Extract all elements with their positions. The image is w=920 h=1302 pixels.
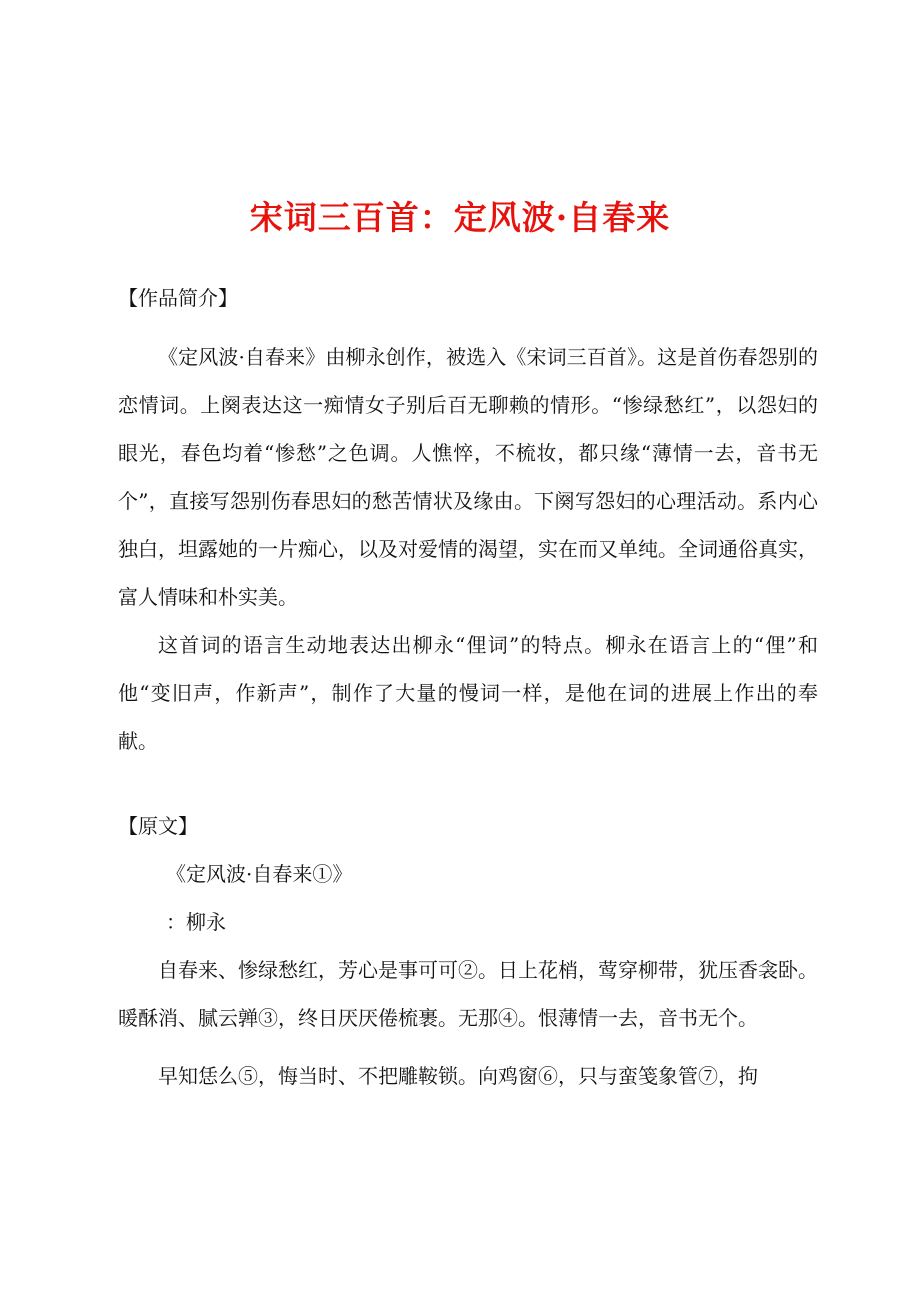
intro-paragraph-1: 《定风波·自春来》由柳永创作，被选入《宋词三百首》。这是首伤春怨别的恋情词。上阕表达这一痴情女子别后百无聊赖的情形。“惨绿愁红”，以怨妇的眼光，春色均着“惨愁”之色调。人憔悴，不梳妆，都只缘“薄情一去，音书无个”，直接写怨别伤春思妇的愁苦情状及缘由。下阕写怨妇的心理活动。系内心独白，坦露她的一片痴心，以及对爱情的渴望，实在而又单纯。全词通俗真实，富人情味和朴实美。 bbox=[118, 345, 818, 609]
intro-paragraph-2: 这首词的语言生动地表达出柳永“俚词”的特点。柳永在语言上的“俚”和他“变旧声，作新声”，制作了大量的慢词一样，是他在词的进展上作出的奉献。 bbox=[118, 633, 818, 753]
intro-label: 【作品简介】 bbox=[118, 286, 238, 310]
document-title: 宋词三百首：定风波·自春来 bbox=[249, 198, 671, 237]
poem-stanza-2: 早知恁么⑤，悔当时、不把雕鞍锁。向鸡窗⑥，只与蛮笺象管⑦，拘 bbox=[158, 1064, 758, 1088]
intro-section bbox=[118, 284, 818, 765]
poem-title: 《定风波·自春来①》 bbox=[166, 862, 353, 886]
original-label: 【原文】 bbox=[118, 814, 198, 838]
poem-stanza-1: 自春来、惨绿愁红，芳心是事可可②。日上花梢，莺穿柳带，犹压香衾卧。暖酥消、腻云亸③，终日厌厌倦梳裹。无那④。恨薄情一去，音书无个。 bbox=[118, 958, 818, 1030]
poem-author: ：柳永 bbox=[166, 910, 226, 934]
original-section bbox=[118, 812, 818, 1100]
